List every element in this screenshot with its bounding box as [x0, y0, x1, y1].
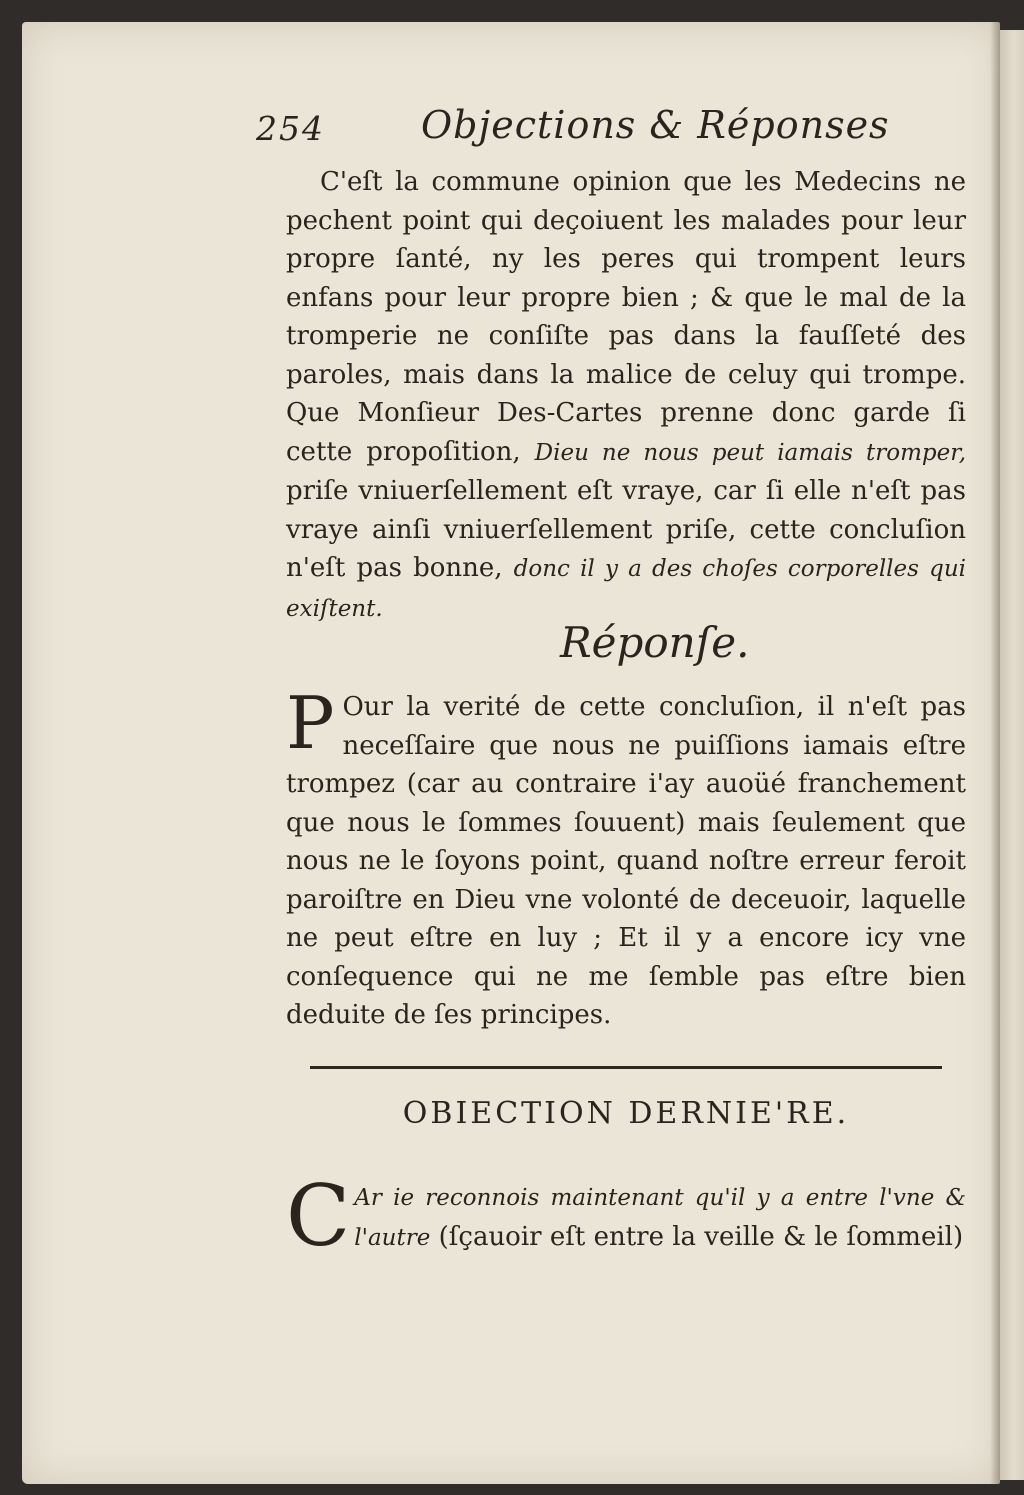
section-divider — [310, 1066, 942, 1069]
italic-text: Ar ie reconnois maintenant qu'il y a entre l'vne & l'autre — [354, 1185, 966, 1251]
drop-cap: P — [286, 681, 335, 765]
italic-quote: Dieu ne nous peut iamais tromper, — [534, 439, 967, 466]
running-title: Objections & Réponses — [421, 103, 890, 147]
page-gutter-shadow — [990, 22, 1000, 1484]
facing-page-edge — [1000, 30, 1024, 1480]
paragraph-objection-last — [286, 1167, 966, 1265]
paragraph-text: (ſçauoir eſt entre la veille & le ſommeil) — [438, 1221, 964, 1252]
italic-conclusion: donc il y a des choſes corporelles qui exiſtent. — [286, 556, 966, 622]
paragraph-reponse — [286, 681, 966, 1035]
paragraph-text: C'eſt la commune opinion que les Medecins ne pechent point qui deçoiuent les malades pour leur propre ſanté, ny les peres qui trompent leurs enfans pour leur propre bien ; & que le mal de la tromperie ne conſiſte pas dans la fauſſeté des paroles, mais dans la malice de celuy qui trompe. Que Monſieur Des-Cartes prenne donc garde ſi cette propoſition, — [286, 167, 966, 467]
paragraph-text: priſe vniuerſellement eſt vraye, car ſi elle n'eſt pas vraye ainſi vniuerſellement priſe, cette concluſion n'eſt pas bonne, — [286, 476, 966, 583]
paragraph-text: Our la verité de cette concluſion, il n'eſt pas neceſſaire que nous ne puiſſions iamais eſtre trompez (car au contraire i'ay auoüé franchement que nous le ſommes ſouuent) mais ſeulement que nous ne le ſoyons point, quand noſtre erreur feroit paroiſtre en Dieu vne volonté de deceuoir, laquelle ne peut eſtre en luy ; Et il y a encore icy vne conſequence qui ne me ſemble pas eſtre bien deduite de ſes principes. — [286, 692, 966, 1030]
drop-cap: C — [286, 1167, 351, 1265]
page-header — [256, 103, 956, 159]
reponse-heading: Réponſe. — [560, 618, 750, 667]
objection-heading: OBIECTION DERNIE'RE. — [402, 1096, 850, 1131]
paragraph-objection-text — [286, 163, 966, 628]
page-number: 254 — [256, 109, 325, 148]
